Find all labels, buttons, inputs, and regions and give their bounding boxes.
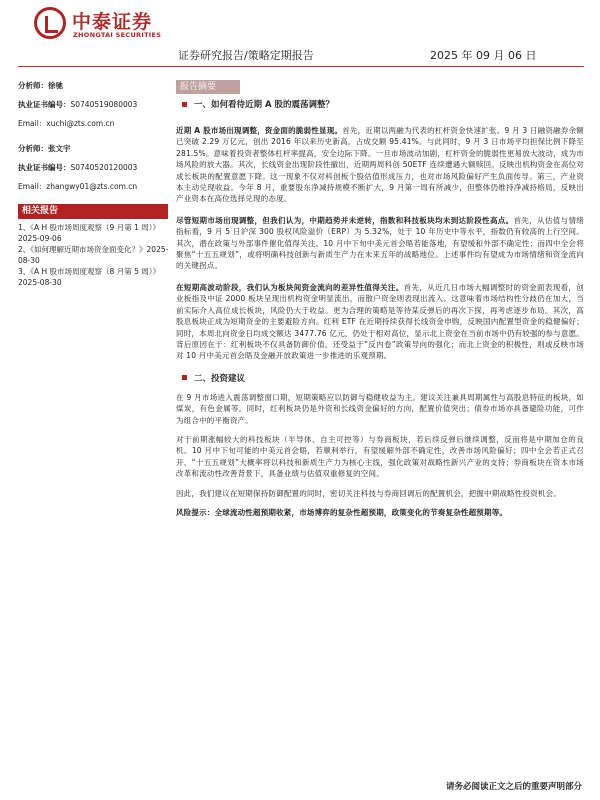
section-heading xyxy=(176,98,584,110)
paragraph xyxy=(176,282,584,362)
paragraph-lead: 近期 A 股市场出现调整，资金面的脆弱性显现。 xyxy=(176,126,343,135)
logo-name-en: ZHONGTAI SECURITIES xyxy=(73,31,162,39)
paragraph: 在 9 月市场进入震荡调整窗口期，短期策略应以防御与稳健收益为主。建议关注兼具周期属性与高股息特征的板块，如煤炭，有色金属等。同时，红利板块仍是外资和长线资金偏好的方向，配置价值突出；债券市场亦具备避险功能，可作为组合中的平衡资产。 xyxy=(176,392,584,425)
risk-body: 全球流动性超预期收紧，市场博弈的复杂性超预期，政策变化的节奏复杂性超预期等。 xyxy=(214,507,508,517)
company-logo xyxy=(34,5,164,45)
disclaimer-footer: 请务必阅读正文之后的重要声明部分 xyxy=(445,782,582,792)
paragraph: 因此，我们建议在短期保持防御配置的同时，密切关注科技与券商回调后的配置机会，把握中期战略性投资机会。 xyxy=(176,488,561,498)
paragraph xyxy=(176,215,584,272)
cert-label: 执业证书编号： xyxy=(18,163,71,172)
logo-name-cn: 中泰证券 xyxy=(72,11,153,33)
report-type: 证券研究报告/策略定期报告 xyxy=(178,49,314,62)
section-title: 二、投资建议 xyxy=(194,373,246,384)
section-title: 一、如何看待近期 A 股的震荡调整？ xyxy=(194,100,334,110)
related-report-link[interactable]: 1、《A H 股市场周度观察（9 月第 1 周）》2025-09-06 xyxy=(18,223,161,243)
paragraph xyxy=(176,125,584,205)
related-reports-list xyxy=(18,222,170,288)
main-content xyxy=(176,80,584,518)
risk-warning xyxy=(176,507,584,518)
section-heading xyxy=(176,372,584,384)
paragraph-body: 首先，从近几日市场大幅调整时的资金面表现看，创业板指及中证 2000 板块呈现出机构资金明显流出，而散户资金则表现出流入。这意味着市场结构性分歧仍在加大，当前实际介入高位成长板块，风险仍大于收益。更为合理的策略是等待某反弹后的再次下探，再考虑逐步布局。其次，高股息板块正成为短期资金的主要避险方向。红利 ETF 在近期持续获得长线资金申购，反映国内配置型资金的稳健偏好；同时，本周北向资金日均成交额达 3477.76 亿元，仍处于相对高位，显示北上资金在当前市场中仍有较强的参与意愿。背后原因在于：红利板块不仅具备防御价值，还受益于“反内卷”政策导向的强化；而北上资金的积极性，则或反映市场对 10 月中美元首会晤及金融开放政策进一步推进的乐观预期。 xyxy=(176,282,584,361)
paragraph: 对于前期涨幅较大的科技板块（半导体、自主可控等）与券商板块，若后续反弹后继续调整，反而将是中期加仓的良机。10 月中下旬可能的中美元首会晤，若顺利举行，有望缓解外部不确定性，改善市场风险偏好；四中全会若正式召开，“十五五规划”大概率将以科技和新质生产力为核心主线，强化政策对战略性新兴产业的支持；券商板块在资本市场改革和流动性改善背景下，具备业绩与估值双重修复的空间。 xyxy=(176,434,584,479)
bullet-square-icon xyxy=(182,375,187,380)
cert-label: 执业证书编号： xyxy=(18,100,71,109)
analyst-email[interactable]: Email：zhangwy01@zts.com.cn xyxy=(18,182,138,191)
analyst-email[interactable]: Email：xuchi@zts.com.cn xyxy=(18,119,115,128)
summary-label: 报告摘要 xyxy=(176,80,240,94)
analyst-cert xyxy=(18,162,168,173)
analyst-name: 分析师：徐驰 xyxy=(18,81,63,90)
header-divider xyxy=(18,66,584,67)
paragraph-lead: 在短期高波动阶段，我们认为板块间资金流向的差异性值得关注。 xyxy=(176,282,404,292)
analyst-panel xyxy=(18,80,168,192)
bullet-square-icon xyxy=(182,102,187,107)
report-date: 2025 年 09 月 06 日 xyxy=(430,49,537,62)
cert-number: S0740519080003 xyxy=(70,100,138,109)
related-reports-title: 相关报告 xyxy=(18,204,168,219)
paragraph-body: 首先，从估值与情绪指标看，9 月 5 日沪深 300 股权风险溢价（ERP）为 5.32%，处于 10 年历史中等水平，指数仍有较高的上行空间。其次，潜在政策与外部事件催化值得关注。10 月中下旬中美元首会晤若能落地，有望缓和外部不确定性；而四中全会将聚焦“十五五规划”，或将明确科技创新与新质生产力在未来五年的战略地位。上述事件均有望成为市场情绪和资金流向的关键拐点。 xyxy=(176,215,584,271)
logo-emblem-icon xyxy=(34,7,66,39)
paragraph-lead: 尽管短期市场出现调整，但我们认为，中期趋势并未逆转，指数和科技板块均未到达阶段性高点。 xyxy=(176,215,514,225)
paragraph-body: 首先，近期以两融为代表的杠杆资金快速扩张。9 月 3 日融资融券余额已突破 2.29 万亿元，创出 2016 年以来历史新高，占成交额 95.41%。与此同时，9 月 3 日市场平均担保比例下降至 281.5%。意味着投资者整体杠杆率提高，安全边际下降。一旦市场波动加剧，杠杆资金的脆弱性更易放大波动，成为市场风险的放大器。其次，长线资金出现阶段性撤出，近期两周科创 50ETF 连续遭遇大额赎回。反映出机构资金在高位对成长板块的配置意愿下降。这一现象不仅对科创板个股估值形成压力，也对市场风险偏好产生负面传导。第三，产业资本主动兑现收益。今年 8 月，重要股东净减持规模不断扩大，9 月第一周有所减少，但整体仍维持净减持格局，反映出产业资本在高位选择兑现的态度。 xyxy=(176,126,584,204)
risk-label: 风险提示： xyxy=(176,507,215,517)
cert-number: S0740520120003 xyxy=(70,163,138,172)
related-report-link[interactable]: 2、《如何理解近期市场资金面变化？》2025-08-30 xyxy=(18,245,169,265)
related-report-link[interactable]: 3、《A H 股市场周度观察（8 月第 5 周）》2025-08-30 xyxy=(18,267,161,287)
analyst-cert xyxy=(18,99,168,110)
analyst-name: 分析师：张文宇 xyxy=(18,144,71,153)
